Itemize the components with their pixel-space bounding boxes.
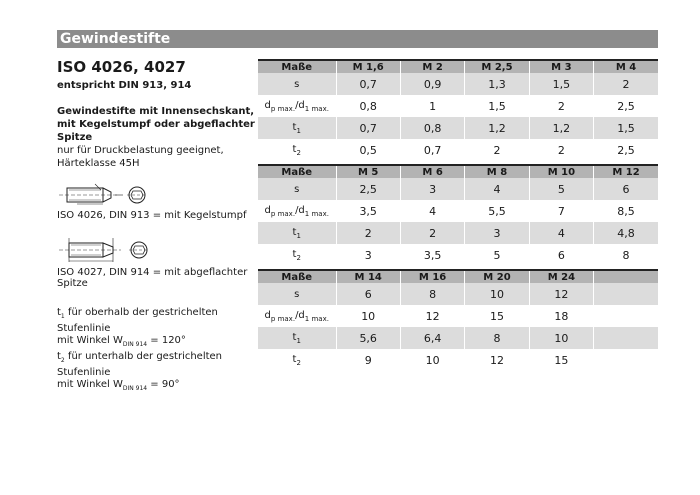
row-label: $t_1$: [258, 117, 336, 139]
table-row: [258, 200, 658, 222]
col-header: Maße: [258, 60, 336, 73]
table-row: [258, 244, 658, 266]
table-cell: 2,5: [594, 139, 658, 161]
note-t2-line2: mit Winkel $W_{DIN 914} = 90^\circ$: [57, 379, 180, 392]
dimensions-table-1: [258, 59, 658, 161]
table-cell: 10: [336, 305, 400, 327]
row-label: $d_{p max.}/d_{1 max.}$: [258, 95, 336, 117]
table-cell: 3,5: [400, 244, 464, 266]
table-cell: 1: [400, 95, 464, 117]
col-header: M 16: [400, 270, 464, 283]
col-header: M 3: [529, 60, 593, 73]
table-cell: 10: [529, 327, 593, 349]
table-cell: 6: [594, 178, 658, 200]
section-title: Gewindestifte: [60, 31, 171, 47]
table-cell: 12: [465, 349, 529, 371]
col-header: M 4: [594, 60, 658, 73]
col-header: M 12: [594, 165, 658, 178]
table-cell: 4: [400, 200, 464, 222]
table-cell: 5,6: [336, 327, 400, 349]
table-cell: 2: [594, 73, 658, 95]
table-cell: 0,7: [336, 117, 400, 139]
table-cell: 0,9: [400, 73, 464, 95]
description-panel: [57, 58, 257, 395]
row-label: $t_2$: [258, 244, 336, 266]
table-row: [258, 178, 658, 200]
table-cell: 8: [594, 244, 658, 266]
desc-line: Gewindestifte mit Innensechskant,: [57, 106, 255, 117]
figure-kegelstumpf: [57, 182, 257, 221]
table-row: [258, 349, 658, 371]
table-cell: 2,5: [594, 95, 658, 117]
table-row: [258, 139, 658, 161]
col-header: M 20: [465, 270, 529, 283]
col-header: Maße: [258, 270, 336, 283]
table-cell: 3: [465, 222, 529, 244]
table-cell: [594, 327, 658, 349]
table-row: [258, 327, 658, 349]
table-cell: 5,5: [465, 200, 529, 222]
table-cell: 1,5: [594, 117, 658, 139]
table-cell: 15: [465, 305, 529, 327]
table-cell: 0,8: [336, 95, 400, 117]
notes: [57, 307, 257, 395]
table-cell: 10: [400, 349, 464, 371]
set-screw-flat-point-drawing: [57, 235, 167, 265]
row-label: $d_{p max.}/d_{1 max.}$: [258, 200, 336, 222]
table-cell: 3,5: [336, 200, 400, 222]
table-cell: 2: [529, 139, 593, 161]
row-label: s: [258, 178, 336, 200]
table-cell: 6,4: [400, 327, 464, 349]
dimensions-table-3: [258, 269, 658, 371]
figure-caption: ISO 4027, DIN 914 = mit abgeflachter Spitze: [57, 267, 248, 289]
table-row: [258, 283, 658, 305]
table-cell: 5: [529, 178, 593, 200]
table-cell: 12: [529, 283, 593, 305]
col-header: M 2: [400, 60, 464, 73]
figure-abgeflachte-spitze: [57, 235, 257, 289]
row-label: $t_1$: [258, 222, 336, 244]
table-cell: 0,7: [400, 139, 464, 161]
set-screw-cone-point-drawing: [57, 182, 167, 208]
table-cell: 15: [529, 349, 593, 371]
dimensions-table-2: [258, 164, 658, 266]
table-cell: 2: [465, 139, 529, 161]
table-row: [258, 117, 658, 139]
table-cell: 2: [336, 222, 400, 244]
table-cell: 1,3: [465, 73, 529, 95]
col-header: M 24: [529, 270, 593, 283]
table-row: [258, 73, 658, 95]
table-cell: 5: [465, 244, 529, 266]
col-header: M 8: [465, 165, 529, 178]
row-label: $t_1$: [258, 327, 336, 349]
desc-line: mit Kegelstumpf oder abgeflachter Spitze: [57, 119, 255, 143]
note-t1-line2: mit Winkel $W_{DIN 914} = 120^\circ$: [57, 335, 186, 348]
row-label: $d_{p max.}/d_{1 max.}$: [258, 305, 336, 327]
table-cell: 18: [529, 305, 593, 327]
table-cell: 1,5: [465, 95, 529, 117]
col-header: [594, 270, 658, 283]
figure-caption: ISO 4026, DIN 913 = mit Kegelstumpf: [57, 210, 247, 221]
col-header: M 10: [529, 165, 593, 178]
table-cell: [594, 349, 658, 371]
section-banner: [57, 30, 658, 48]
table-cell: [594, 305, 658, 327]
desc-line: Härteklasse 45H: [57, 158, 140, 169]
table-row: [258, 222, 658, 244]
desc-line: nur für Druckbelastung geeignet,: [57, 145, 224, 156]
table-cell: 2: [529, 95, 593, 117]
table-cell: 8: [465, 327, 529, 349]
table-cell: 8: [400, 283, 464, 305]
table-cell: 0,7: [336, 73, 400, 95]
table-cell: 9: [336, 349, 400, 371]
col-header: M 1,6: [336, 60, 400, 73]
table-cell: 4,8: [594, 222, 658, 244]
table-cell: [594, 283, 658, 305]
table-cell: 6: [336, 283, 400, 305]
col-header: M 2,5: [465, 60, 529, 73]
table-cell: 3: [400, 178, 464, 200]
table-cell: 1,2: [529, 117, 593, 139]
note-t2-line1: $t_2$ für unterhalb der gestrichelten Stufenlinie: [57, 351, 223, 378]
table-cell: 2: [400, 222, 464, 244]
table-cell: 0,8: [400, 117, 464, 139]
table-cell: 1,5: [529, 73, 593, 95]
table-cell: 1,2: [465, 117, 529, 139]
row-label: s: [258, 283, 336, 305]
table-cell: 12: [400, 305, 464, 327]
table-cell: 3: [336, 244, 400, 266]
table-row: [258, 305, 658, 327]
col-header: Maße: [258, 165, 336, 178]
table-cell: 2,5: [336, 178, 400, 200]
table-cell: 10: [465, 283, 529, 305]
standard-subtitle: entspricht DIN 913, 914: [57, 80, 192, 91]
table-row: [258, 95, 658, 117]
table-cell: 4: [529, 222, 593, 244]
table-cell: 6: [529, 244, 593, 266]
product-description: [57, 105, 257, 170]
table-cell: 8,5: [594, 200, 658, 222]
row-label: $t_2$: [258, 139, 336, 161]
col-header: M 5: [336, 165, 400, 178]
col-header: M 14: [336, 270, 400, 283]
note-t1-line1: $t_1$ für oberhalb der gestrichelten Stufenlinie: [57, 307, 218, 334]
table-cell: 0,5: [336, 139, 400, 161]
table-cell: 4: [465, 178, 529, 200]
standard-title: ISO 4026, 4027: [57, 58, 186, 76]
table-cell: 7: [529, 200, 593, 222]
row-label: $t_2$: [258, 349, 336, 371]
col-header: M 6: [400, 165, 464, 178]
row-label: s: [258, 73, 336, 95]
